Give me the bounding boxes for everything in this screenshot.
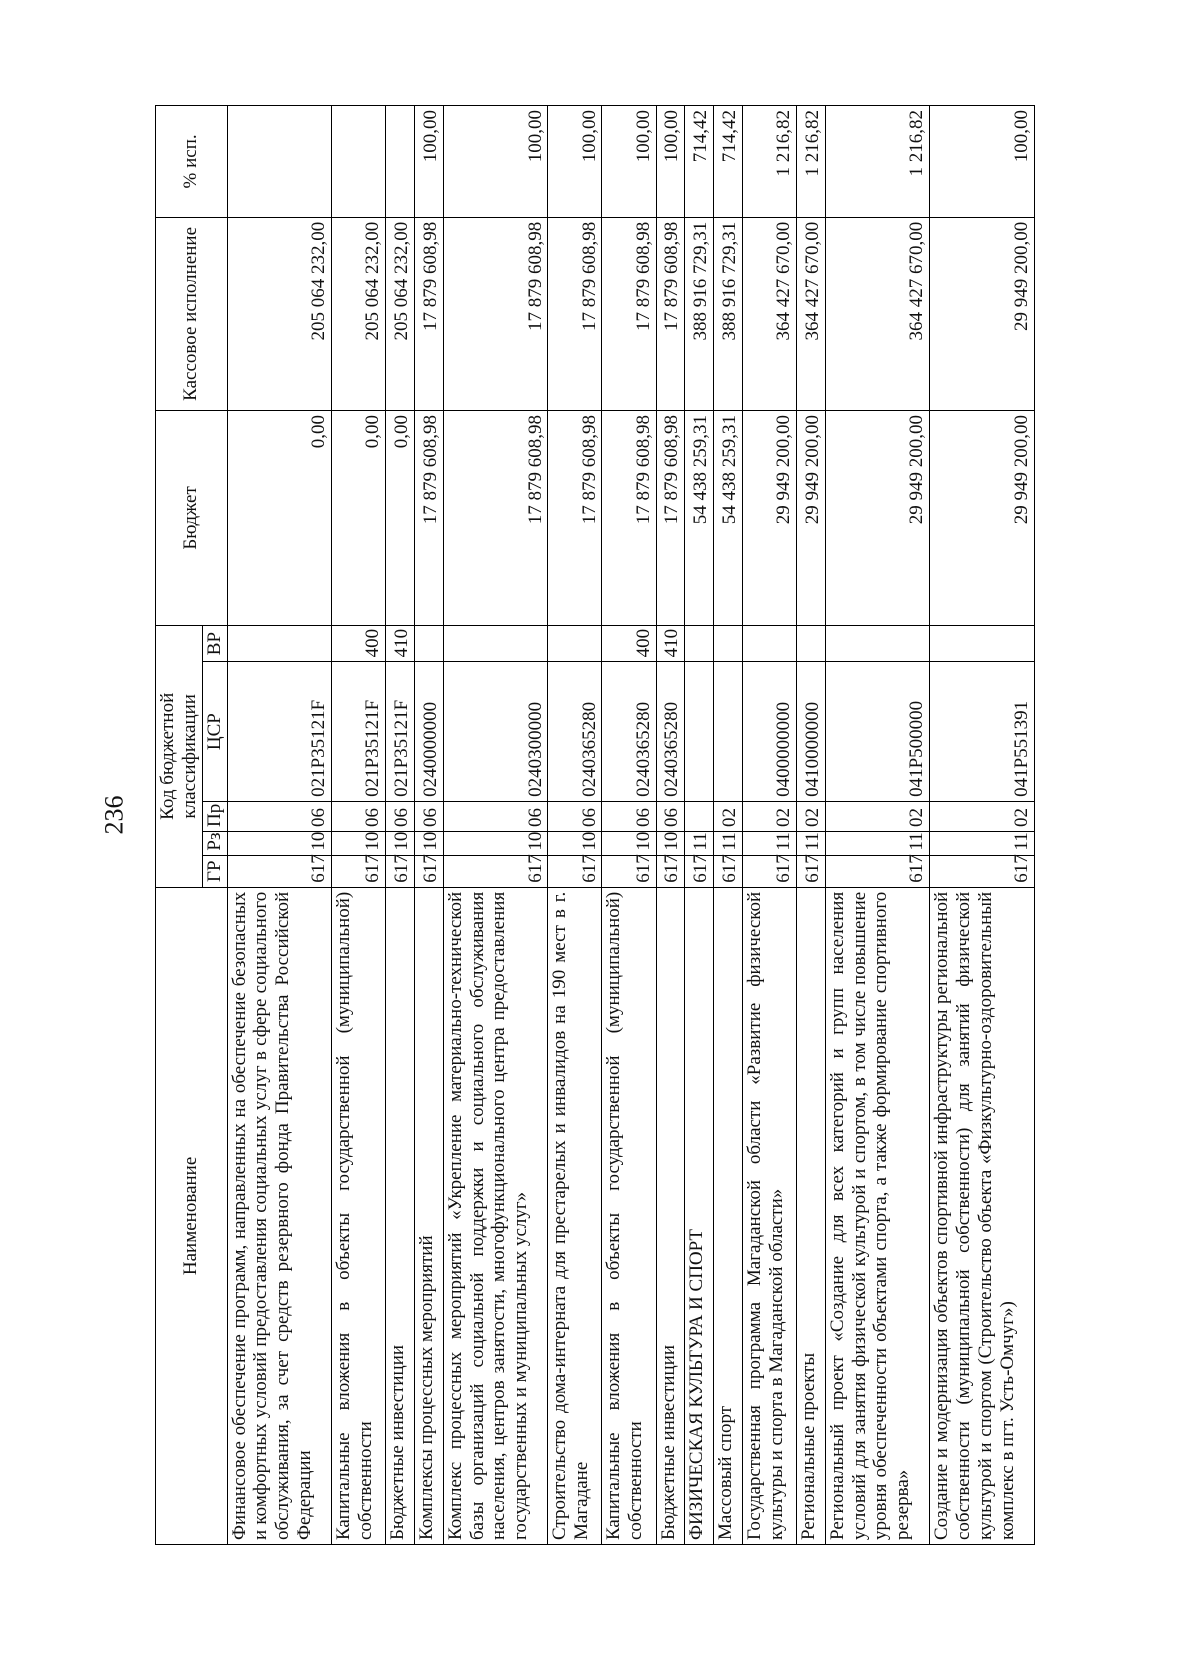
row-pr-cell: 06	[332, 801, 386, 831]
row-cash-cell: 205 064 232,00	[386, 217, 415, 410]
row-pct-cell: 1 216,82	[742, 106, 796, 218]
row-vr-cell: 400	[602, 625, 656, 662]
header-code-group: Код бюджетной классификации	[156, 625, 203, 887]
row-gr-cell: 617	[227, 855, 332, 887]
row-budget-cell: 17 879 608,98	[602, 411, 656, 626]
row-budget-cell: 54 438 259,31	[714, 411, 743, 626]
row-budget-cell: 0,00	[386, 411, 415, 626]
row-csr-cell: 0240365280	[656, 662, 685, 802]
header-pct: % исп.	[156, 106, 228, 218]
row-gr-cell: 617	[386, 855, 415, 887]
row-budget-cell: 17 879 608,98	[656, 411, 685, 626]
row-pr-cell: 06	[227, 801, 332, 831]
row-name-cell: Комплексы процессных мероприятий	[415, 887, 444, 1544]
table-row	[227, 106, 332, 1545]
budget-table-sheet	[155, 105, 1035, 1545]
row-csr-cell: 021P35121F	[227, 662, 332, 802]
table-row	[415, 106, 444, 1545]
row-name-cell: Региональные проекты	[796, 887, 825, 1544]
row-vr-cell	[714, 625, 743, 662]
row-name-cell: Капитальные вложения в объекты государственной (муниципальной) собственности	[602, 887, 656, 1544]
row-vr-cell	[742, 625, 796, 662]
row-gr-cell: 617	[930, 855, 1035, 887]
row-csr-cell: 0240365280	[602, 662, 656, 802]
row-pct-cell	[332, 106, 386, 218]
row-name-cell: Бюджетные инвестиции	[386, 887, 415, 1544]
header-name: Наименование	[156, 887, 228, 1544]
row-pct-cell	[227, 106, 332, 218]
row-pct-cell: 100,00	[602, 106, 656, 218]
row-rz-cell: 11	[825, 831, 930, 855]
page-number: 236	[99, 795, 129, 835]
row-cash-cell: 364 427 670,00	[742, 217, 796, 410]
row-cash-cell: 388 916 729,31	[714, 217, 743, 410]
row-pr-cell: 02	[930, 801, 1035, 831]
row-pr-cell: 02	[714, 801, 743, 831]
row-pct-cell: 100,00	[443, 106, 548, 218]
row-pct-cell	[386, 106, 415, 218]
row-gr-cell: 617	[796, 855, 825, 887]
row-pr-cell: 02	[796, 801, 825, 831]
table-row	[742, 106, 796, 1545]
row-vr-cell	[685, 625, 714, 662]
table-row	[386, 106, 415, 1545]
row-name-cell: Комплекс процессных мероприятий «Укрепление материально-технической базы организаций социальной поддержки и социального обслуживания населения, центров занятости, многофункционального центра предоставления государственных и муниципальных услуг»	[443, 887, 548, 1544]
table-row	[685, 106, 714, 1545]
row-pr-cell: 02	[825, 801, 930, 831]
row-vr-cell	[443, 625, 548, 662]
table-row	[656, 106, 685, 1545]
row-vr-cell	[825, 625, 930, 662]
row-rz-cell: 10	[548, 831, 602, 855]
row-rz-cell: 10	[415, 831, 444, 855]
row-rz-cell: 10	[443, 831, 548, 855]
row-csr-cell: 021P35121F	[332, 662, 386, 802]
row-rz-cell: 11	[742, 831, 796, 855]
row-budget-cell: 17 879 608,98	[548, 411, 602, 626]
row-budget-cell: 29 949 200,00	[930, 411, 1035, 626]
row-name-cell: Финансовое обеспечение программ, направленных на обеспечение безопасных и комфортных условий предоставления социальных услуг в сфере социального обслуживания, за счет средств резервного фонда Правительства Российской Федерации	[227, 887, 332, 1544]
row-cash-cell: 205 064 232,00	[332, 217, 386, 410]
row-gr-cell: 617	[443, 855, 548, 887]
row-name-cell: Капитальные вложения в объекты государственной (муниципальной) собственности	[332, 887, 386, 1544]
row-cash-cell: 17 879 608,98	[443, 217, 548, 410]
row-pct-cell: 100,00	[548, 106, 602, 218]
row-gr-cell: 617	[548, 855, 602, 887]
row-pr-cell: 06	[386, 801, 415, 831]
row-pr-cell: 06	[656, 801, 685, 831]
row-pr-cell: 06	[443, 801, 548, 831]
row-cash-cell: 364 427 670,00	[796, 217, 825, 410]
row-pct-cell: 100,00	[930, 106, 1035, 218]
row-rz-cell: 10	[227, 831, 332, 855]
row-cash-cell: 29 949 200,00	[930, 217, 1035, 410]
row-gr-cell: 617	[332, 855, 386, 887]
table-row	[548, 106, 602, 1545]
row-csr-cell: 0240000000	[415, 662, 444, 802]
row-pr-cell: 06	[415, 801, 444, 831]
row-rz-cell: 10	[656, 831, 685, 855]
row-pr-cell: 06	[548, 801, 602, 831]
row-vr-cell: 410	[386, 625, 415, 662]
table-row	[825, 106, 930, 1545]
table-row	[796, 106, 825, 1545]
row-cash-cell: 17 879 608,98	[656, 217, 685, 410]
row-rz-cell: 10	[386, 831, 415, 855]
row-pr-cell: 02	[742, 801, 796, 831]
row-cash-cell: 17 879 608,98	[602, 217, 656, 410]
row-budget-cell: 29 949 200,00	[825, 411, 930, 626]
row-budget-cell: 0,00	[227, 411, 332, 626]
row-csr-cell: 041P500000	[825, 662, 930, 802]
row-vr-cell	[548, 625, 602, 662]
row-rz-cell: 10	[332, 831, 386, 855]
row-csr-cell: 0240300000	[443, 662, 548, 802]
row-gr-cell: 617	[825, 855, 930, 887]
row-vr-cell	[227, 625, 332, 662]
row-name-cell: Массовый спорт	[714, 887, 743, 1544]
row-name-cell: Создание и модернизация объектов спортивной инфраструктуры региональной собственности (муниципальной собственности) для занятий физической культурой и спортом (Строительство объекта «Физкультурно-оздоровительный комплекс в пгт. Усть-Омчуг»)	[930, 887, 1035, 1544]
row-rz-cell: 10	[602, 831, 656, 855]
row-gr-cell: 617	[602, 855, 656, 887]
row-pct-cell: 100,00	[656, 106, 685, 218]
row-pr-cell	[685, 801, 714, 831]
row-gr-cell: 617	[685, 855, 714, 887]
row-vr-cell	[796, 625, 825, 662]
row-budget-cell: 17 879 608,98	[443, 411, 548, 626]
row-name-cell: Государственная программа Магаданской области «Развитие физической культуры и спорта в Магаданской области»	[742, 887, 796, 1544]
row-pct-cell: 100,00	[415, 106, 444, 218]
table-row	[930, 106, 1035, 1545]
row-gr-cell: 617	[742, 855, 796, 887]
header-rz: Рз	[202, 831, 227, 855]
header-csr: ЦСР	[202, 662, 227, 802]
row-pct-cell: 1 216,82	[825, 106, 930, 218]
row-name-cell: Строительство дома-интерната для престарелых и инвалидов на 190 мест в г. Магадане	[548, 887, 602, 1544]
row-csr-cell: 021P35121F	[386, 662, 415, 802]
row-csr-cell: 041P551391	[930, 662, 1035, 802]
table-body	[227, 106, 1034, 1545]
row-pct-cell: 1 216,82	[796, 106, 825, 218]
row-csr-cell	[714, 662, 743, 802]
row-vr-cell: 410	[656, 625, 685, 662]
row-pr-cell: 06	[602, 801, 656, 831]
row-name-cell: ФИЗИЧЕСКАЯ КУЛЬТУРА И СПОРТ	[685, 887, 714, 1544]
row-cash-cell: 17 879 608,98	[548, 217, 602, 410]
table-row	[714, 106, 743, 1545]
row-csr-cell: 0410000000	[796, 662, 825, 802]
row-gr-cell: 617	[714, 855, 743, 887]
table-row	[332, 106, 386, 1545]
row-name-cell: Региональный проект «Создание для всех категорий и групп населения условий для занятия физической культурой и спортом, в том числе повышение уровня обеспеченности объектами спорта, а также формирование спортивного резерва»	[825, 887, 930, 1544]
row-rz-cell: 11	[796, 831, 825, 855]
row-budget-cell: 0,00	[332, 411, 386, 626]
row-rz-cell: 11	[685, 831, 714, 855]
row-vr-cell: 400	[332, 625, 386, 662]
row-rz-cell: 11	[930, 831, 1035, 855]
table-row	[602, 106, 656, 1545]
row-budget-cell: 29 949 200,00	[796, 411, 825, 626]
row-budget-cell: 17 879 608,98	[415, 411, 444, 626]
row-budget-cell: 29 949 200,00	[742, 411, 796, 626]
row-cash-cell: 205 064 232,00	[227, 217, 332, 410]
row-name-cell: Бюджетные инвестиции	[656, 887, 685, 1544]
header-cash: Кассовое исполнение	[156, 217, 228, 410]
row-vr-cell	[930, 625, 1035, 662]
row-cash-cell: 388 916 729,31	[685, 217, 714, 410]
row-gr-cell: 617	[656, 855, 685, 887]
header-pr: Пр	[202, 801, 227, 831]
row-csr-cell	[685, 662, 714, 802]
table-header	[156, 106, 228, 1545]
header-budget: Бюджет	[156, 411, 228, 626]
row-csr-cell: 0400000000	[742, 662, 796, 802]
table-row	[443, 106, 548, 1545]
header-gr: ГР	[202, 855, 227, 887]
row-gr-cell: 617	[415, 855, 444, 887]
row-vr-cell	[415, 625, 444, 662]
row-cash-cell: 364 427 670,00	[825, 217, 930, 410]
row-rz-cell: 11	[714, 831, 743, 855]
header-vr: ВР	[202, 625, 227, 662]
row-cash-cell: 17 879 608,98	[415, 217, 444, 410]
row-csr-cell: 0240365280	[548, 662, 602, 802]
row-pct-cell: 714,42	[685, 106, 714, 218]
row-pct-cell: 714,42	[714, 106, 743, 218]
budget-table	[155, 105, 1035, 1545]
row-budget-cell: 54 438 259,31	[685, 411, 714, 626]
